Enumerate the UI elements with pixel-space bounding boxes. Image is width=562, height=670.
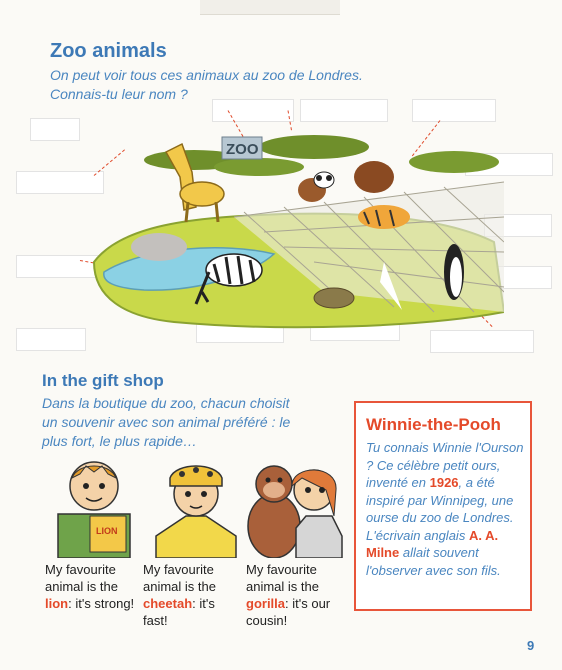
page-tab — [200, 0, 340, 15]
quote-animal: lion — [45, 596, 69, 611]
kid-1-quote — [45, 561, 140, 612]
kid-with-cheetah-hat — [146, 456, 246, 558]
winnie-year: 1926 — [429, 475, 459, 490]
quote-text: My favourite animal is the — [143, 562, 216, 594]
zoo-animals-title: Zoo animals — [50, 40, 167, 62]
winnie-text-part: , a été inspiré par Winnipeg, une ourse du zoo de Londres. L'écrivain anglais — [366, 475, 514, 543]
answer-box-lion[interactable] — [430, 330, 534, 353]
page-number: 9 — [527, 638, 535, 653]
answer-box-giraffe[interactable] — [212, 99, 294, 122]
zoo-intro: On peut voir tous ces animaux au zoo de Londres. Connais-tu leur nom ? — [50, 67, 363, 102]
quote-text: My favourite animal is the — [246, 562, 319, 594]
winnie-text-part: Tu connais Winnie l'Ourson ? Ce célèbre petit ours, inventé en — [366, 440, 524, 490]
answer-box-bear[interactable] — [300, 99, 388, 122]
quote-animal: cheetah — [143, 596, 193, 611]
winnie-author: A. A. Milne — [366, 527, 499, 560]
kid-with-gorilla-plush — [246, 456, 346, 558]
zoo-illustration — [84, 122, 504, 332]
winnie-title: Winnie-the-Pooh — [366, 415, 501, 434]
answer-box-flamingo[interactable] — [30, 118, 80, 141]
gift-shop-title: In the gift shop — [42, 371, 164, 390]
answer-box-monkey[interactable] — [16, 328, 86, 351]
answer-box-panda[interactable] — [412, 99, 496, 122]
book-title: LION — [96, 526, 118, 536]
zoo-sign: ZOO — [226, 141, 259, 158]
winnie-the-pooh-box — [354, 401, 532, 611]
kid-2-quote — [143, 561, 238, 629]
quote-animal: gorilla — [246, 596, 286, 611]
quote-text: My favourite animal is the — [45, 562, 118, 594]
quote-rest: : it's our cousin! — [246, 596, 331, 628]
winnie-text — [366, 439, 526, 579]
kid-with-lion-book — [44, 456, 144, 558]
kid-3-quote — [246, 561, 341, 629]
winnie-text-part: allait souvent l'observer avec son fils. — [366, 545, 501, 578]
quote-rest: : it's fast! — [143, 596, 215, 628]
gift-shop-text: Dans la boutique du zoo, chacun choisit un souvenir avec son animal préféré : le plus fort, le plus rapide… — [42, 395, 291, 449]
quote-rest: : it's strong! — [68, 596, 135, 611]
